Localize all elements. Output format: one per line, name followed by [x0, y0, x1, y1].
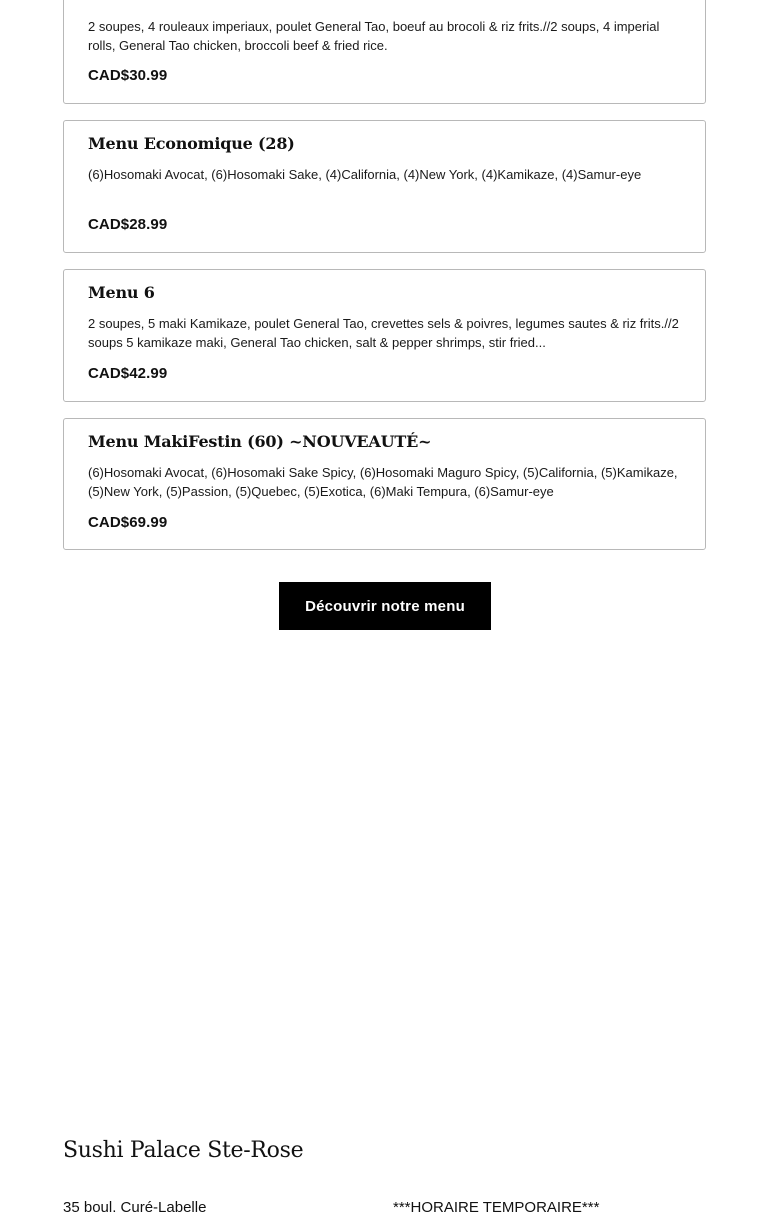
menu-item-title: Menu Economique (28)	[88, 134, 295, 153]
hours-notice: ***HORAIRE TEMPORAIRE***	[393, 1199, 600, 1212]
menu-item-title: Menu MakiFestin (60) ~NOUVEAUTÉ~	[88, 432, 432, 451]
menu-item-card[interactable]	[63, 0, 706, 104]
menu-item-description: (6)Hosomaki Avocat, (6)Hosomaki Sake, (4)California, (4)New York, (4)Kamikaze, (4)Samur-eye	[88, 167, 642, 182]
menu-item-description: 2 soupes, 4 rouleaux imperiaux, poulet General Tao, boeuf au brocoli & riz frits.//2 soups, 4 imperial rolls, General Tao chicken, broccoli beef & fried rice.	[88, 19, 660, 53]
menu-item-card[interactable]	[63, 120, 706, 253]
menu-item-price: CAD$28.99	[88, 216, 168, 233]
address-line: 35 boul. Curé-Labelle	[63, 1199, 207, 1212]
menu-item-price: CAD$69.99	[88, 514, 168, 531]
discover-menu-button[interactable]: Découvrir notre menu	[279, 582, 491, 630]
menu-item-card[interactable]	[63, 418, 706, 550]
menu-item-card[interactable]	[63, 269, 706, 402]
restaurant-name: Sushi Palace Ste-Rose	[63, 1138, 304, 1163]
menu-item-title: Menu 6	[88, 283, 155, 302]
menu-item-price: CAD$30.99	[88, 67, 168, 84]
menu-item-price: CAD$42.99	[88, 365, 168, 382]
menu-item-description: (6)Hosomaki Avocat, (6)Hosomaki Sake Spicy, (6)Hosomaki Maguro Spicy, (5)California, (5)Kamikaze, (5)New York, (5)Passion, (5)Quebec, (5)Exotica, (6)Maki Tempura, (6)Samur-eye	[88, 465, 678, 499]
menu-item-description: 2 soupes, 5 maki Kamikaze, poulet General Tao, crevettes sels & poivres, legumes sautes & riz frits.//2 soups 5 kamikaze maki, General Tao chicken, salt & pepper shrimps, stir fried...	[88, 316, 679, 350]
